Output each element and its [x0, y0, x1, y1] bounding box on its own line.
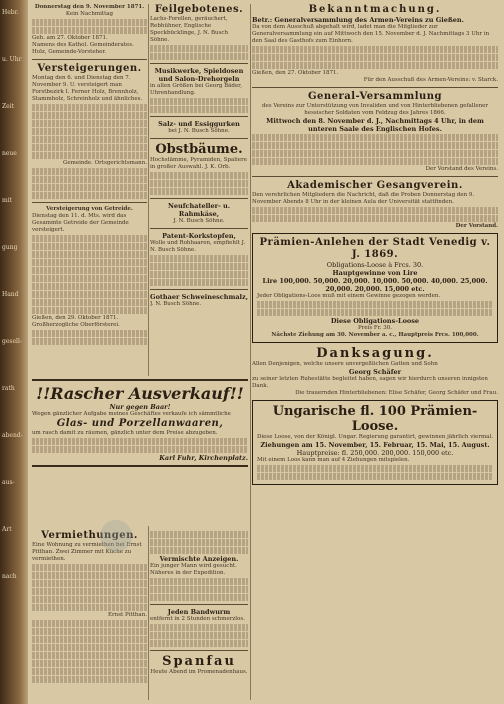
hungarian-lottery-ad [252, 400, 498, 485]
section-title: Vermischte Anzeigen. [159, 555, 239, 563]
ad-title: Jeden Bandwurm [167, 608, 231, 616]
section-text: Eine Wohnung zu vermiethen bei Ernst Pitthan. Zwei Zimmer mit Küche zu vermiethen. [32, 542, 142, 562]
ad-text: J. N. Busch Söhne. [173, 218, 225, 224]
notice-text: Da von dem Ausschuß abgehalt wird, ladet man die Mitglieder zur Generalversammlung ein auf Mittwoch den 15. November d. J. Nachmittags 3 Uhr in den Saal des Gasthofs zum Einhorn. [252, 24, 490, 44]
ad-text: Heute Abend im Promenadenhaus. [150, 669, 248, 675]
signature: Die trauernden Hinterbliebenen: Elise Schäfer, Georg Schäfer und Frau. [295, 390, 498, 396]
prize-list: Hauptpreise: fl. 250,000. 200,000. 150,000 etc. [296, 449, 454, 457]
next-draw: Nächste Ziehung am 30. November a. c., Hauptpreis Frcs. 100,000. [271, 332, 479, 338]
ad-title: Prämien-Anlehen der Stadt Venedig v. J. 1869. [259, 237, 491, 260]
date-subheader: Kein Nachmittag [65, 11, 114, 17]
ad-text: Wolle und Rohhaaren, empfiehlt J. N. Busch Söhne. [150, 240, 246, 253]
section-title: Danksagung. [316, 346, 434, 361]
section-text: Montag den 6. und Dienstag den 7. November 9. U. versteigert man Forstbezirk I. Ferner Holz, Brennholz, Stammholz, Schreinholz und ähnliches. [32, 75, 143, 102]
ad-text: J. N. Busch Söhne. [150, 301, 202, 307]
ad-title: Ungarische fl. 100 Prämien-Loose. [272, 404, 478, 434]
column-rule [148, 4, 149, 700]
ad-title: Musikwerke, Spieldosen und Salon-Drehorgeln [154, 67, 244, 83]
ad-text: Mit einem Loos kann man auf 4 Ziehungen mitspielen. [257, 457, 410, 463]
column-left [32, 4, 147, 346]
ad-title: Salz- und Essiggurken [158, 120, 240, 128]
ad-text: Jeder Obligations-Loos muß mit einem Gewinne gezogen werden. [257, 293, 441, 299]
ad-text: Lachs-Forellen, geräuchert, Rebhühner, Englische Speckbücklinge, J. N. Busch Söhne. [150, 16, 229, 43]
prize-heading: Hauptgewinne von Lire [332, 269, 418, 277]
ad-highlight: Diese Obligations-Loose [330, 317, 420, 325]
notice-text: Den verehrlichen Mitgliedern die Nachricht, daß die Proben Donnerstag den 9. November Abends 8 Uhr in der kleinen Aula der Universität stattfinden. [252, 192, 475, 205]
gutter-line: gesell- [2, 338, 22, 345]
section-title: Vermiethungen. [41, 530, 138, 541]
section-title: Obstbäume. [155, 142, 243, 157]
gutter-line: aus- [2, 479, 15, 486]
thanks-text: Allen Denjenigen, welche unsere unvergeßlichen Gatten und Sohn [252, 361, 438, 367]
signature: Der Vorstand. [455, 223, 498, 229]
column-middle [150, 4, 248, 372]
clearance-sale-ad [32, 376, 248, 526]
draw-dates: Ziehungen am 15. November, 15. Februar, 15. Mai, 15. August. [260, 441, 490, 449]
ad-text: Hochstämme, Pyramiden, Spaliere in großer Auswahl. J. K. Orb. [150, 157, 247, 170]
notice-subtitle: Betr.: Generalversammlung des Armen-Vereins zu Gießen. [252, 16, 464, 24]
sale-text: um rasch damit zu räumen, gänzlich unter dem Preise abzugeben. [32, 430, 218, 436]
gutter-line: neue [2, 150, 17, 157]
notice-place: Gießen, den 27. Oktober 1871. [252, 70, 339, 76]
section-title: Bekanntmachung. [308, 4, 442, 15]
sale-signature: Karl Fuhr, Kirchenplatz. [159, 454, 248, 462]
notice-subtitle: des Vereins zur Unterstützung von Invaliden und von Hinterbliebenen gefallener hessischer Soldaten vom Feldzug des Jahres 1866. [261, 103, 489, 116]
gutter-line: mit [2, 197, 13, 204]
ad-text: entfernt in 2 Stunden schmerzlos. [150, 616, 245, 622]
sale-product: Glas- und Porzellanwaaren, [56, 418, 224, 429]
date-header: Donnerstag den 9. November 1871. [34, 4, 145, 10]
column-right [252, 4, 498, 700]
sale-title: !!Rascher Ausverkauf!! [36, 384, 244, 403]
gutter-line: Hand [2, 291, 19, 298]
sale-text: Wegen gänzlicher Aufgabe meines Geschäftes verkaufe ich sämmtliche [32, 411, 231, 417]
deceased-name: Georg Schäfer [348, 368, 402, 376]
column-middle-lower [150, 530, 248, 700]
signature: Für den Ausschuß des Armen-Vereins: v. Starck. [363, 77, 498, 83]
gutter-line: nach [2, 573, 17, 580]
price: Preis Fr. 30. [358, 325, 392, 331]
notice-text: Geh. am 27. Oktober 1871. [32, 35, 108, 41]
signature: Der Vorstand des Vereins. [425, 166, 498, 172]
section-text: Dienstag den 11. d. Mts. wird das Gesammte Getreide der Gemeinde versteigert. [32, 213, 129, 233]
column-rule [250, 4, 251, 700]
ad-text: bei J. N. Busch Söhne. [168, 128, 230, 134]
ad-title: Neufchateller- u. Rahmkäse, [167, 202, 231, 218]
section-title: Versteigerungen. [37, 63, 142, 74]
ad-title: Spanfau [162, 654, 236, 669]
ad-text: Diese Loose, von der Königl. Ungar. Regierung garantirt, gewinnen jährlich viermal. [257, 434, 493, 440]
gutter-line: Hebr. [2, 9, 19, 16]
section-title: General-Versammlung [307, 91, 443, 102]
ad-text: in allen Größen bei Georg Bäder, Uhrenhandlung. [150, 83, 242, 96]
library-stamp [100, 520, 132, 552]
signature: Gießen, den 29. Oktober 1871. Großherzogliche Oberförsterei. [32, 315, 120, 328]
venice-lottery-ad [252, 233, 498, 343]
signature: Ernst Pitthan. [108, 612, 147, 618]
ad-subtitle: Obligations-Loose à Frcs. 30. [326, 261, 424, 269]
ad-title: Patent-Korkstopfen, [162, 232, 236, 240]
gutter-line: rath [2, 385, 15, 392]
prize-list: Lire 100,000. 50,000. 20,000. 10,000. 50,000. 40,000. 25,000. 20,000. 20,000. 15,000 etc. [262, 277, 488, 293]
notice-text: Namens des Kathol. Gemeinderates. Holz, Gemeinde-Vorsteher. [32, 42, 134, 55]
thanks-text: zu seiner letzten Ruhestätte begleitet haben, sagen wir hierdurch unseren innigsten Dank. [252, 376, 488, 389]
section-title: Akademischer Gesangverein. [287, 180, 463, 191]
gutter-margin-text [2, 8, 28, 619]
ad-title: Gothaer Schweineschmalz, [150, 293, 248, 301]
gutter-line: Art [2, 526, 12, 533]
ad-text: Ein junger Mann wird gesucht. Näheres in der Expedition. [150, 563, 237, 576]
signature: Gemeinde. Ortsgerichtsmann. [62, 160, 147, 166]
sale-subtitle: Nur gegen Baar! [109, 403, 171, 411]
gutter-line: gung [2, 244, 18, 251]
gutter-line: Zeit [2, 103, 15, 110]
section-title: Versteigerung von Getreide. [46, 206, 133, 212]
gutter-line: u. Uhr [2, 56, 22, 63]
gutter-line: abend- [2, 432, 23, 439]
notice-text: Mittwoch den 8. November d. J., Nachmittags 4 Uhr, in dem unteren Saale des Englischen Hofes. [266, 117, 484, 133]
section-title: Feilgebotenes. [154, 4, 244, 15]
column-left-lower [32, 530, 147, 700]
